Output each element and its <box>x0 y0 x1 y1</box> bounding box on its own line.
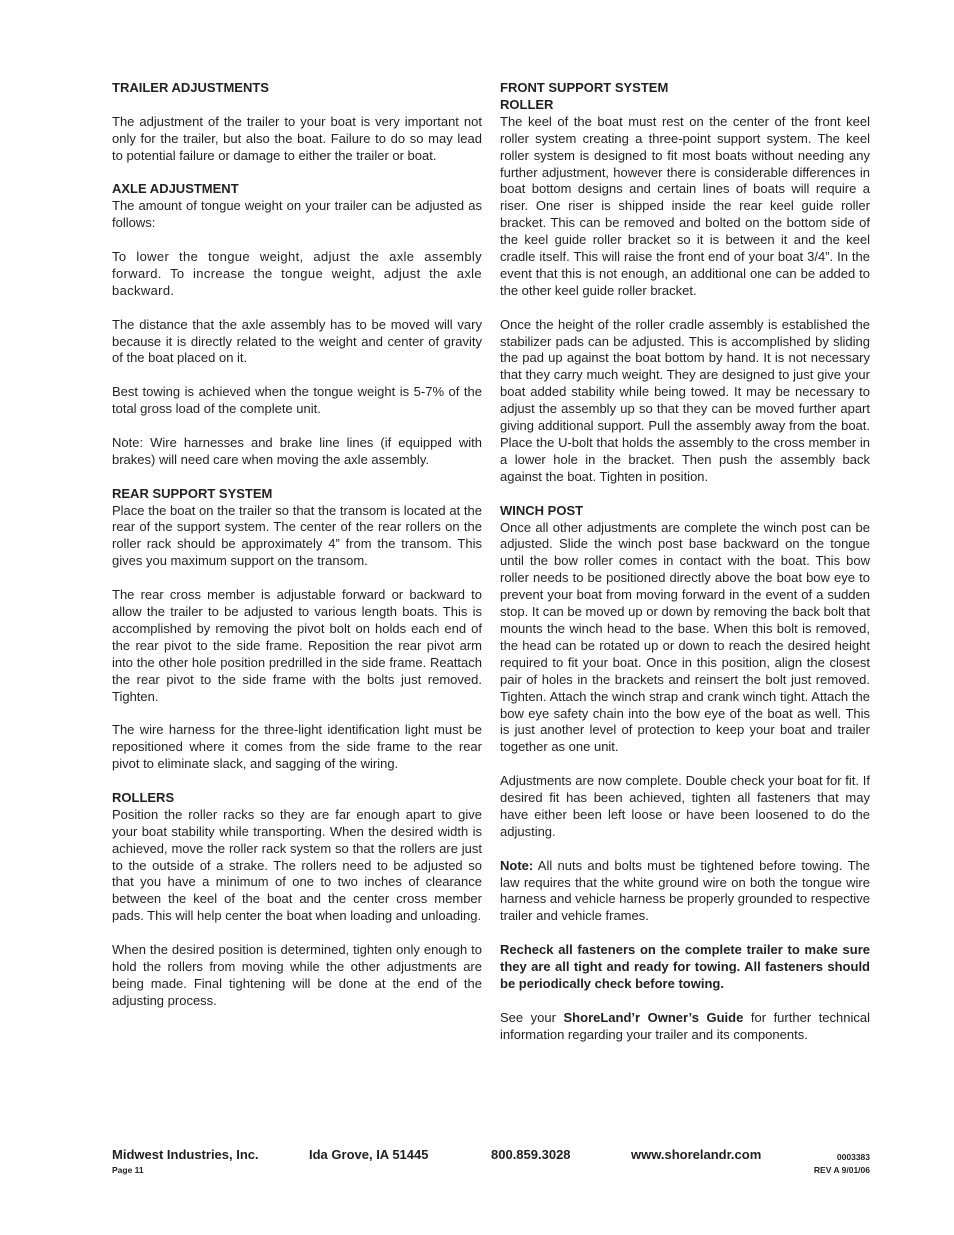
axle-paragraph-5: Note: Wire harnesses and brake line lines (if equipped with brakes) will need care when moving the axle assembly. <box>112 434 482 467</box>
trailer-adjustments-paragraph: The adjustment of the trailer to your boat is very important not only for the trailer, but also the boat. Failure to do so may lead to potential failure or damage to either the trailer or boat. <box>112 113 482 163</box>
rear-support-paragraph-3: The wire harness for the three-light identification light must be repositioned where it comes from the side frame to the rear pivot to eliminate slack, and sagging of the wiring. <box>112 722 482 772</box>
rollers-heading: ROLLERS <box>112 789 175 805</box>
see-guide-paragraph <box>500 1010 870 1044</box>
note-text: All nuts and bolts must be tightened before towing. The law requires that the white ground wire on both the tongue wire harness and vehicle harness be properly grounded to respective trailer and vehicle frames. <box>500 857 871 924</box>
rear-support-heading: REAR SUPPORT SYSTEM <box>112 485 273 501</box>
axle-adjustment-heading: AXLE ADJUSTMENT <box>112 181 239 197</box>
see-guide-post: for further technical information regarding your trailer and its components. <box>500 1009 870 1042</box>
right-column <box>500 80 870 1044</box>
owners-guide-title: ShoreLand’r Owner’s Guide <box>563 1009 744 1025</box>
left-column <box>112 80 482 1010</box>
front-support-paragraph-1: The keel of the boat must rest on the center of the front keel roller system creating a three-point support system. The keel roller system is designed to fit most boats without needing any further adjustment, however there is considerable differences in boat bottom designs and certain lines of boats will require a riser. One riser is shipped inside the rear keel guide roller bracket. This can be removed and bolted on the bottom side of the keel guide roller bracket so it is between it and the keel cradle itself. This will raise the front end of your boat 3/4”. In the event that this is not enough, an additional one can be added to the other keel guide roller bracket. <box>500 113 870 298</box>
roller-subheading: ROLLER <box>500 96 554 112</box>
footer-phone: 800.859.3028 <box>491 1147 571 1162</box>
rear-support-paragraph-1: Place the boat on the trailer so that the transom is located at the rear of the support system. The center of the rear rollers on the roller rack should be approximately 4” from the transom. This gives you maximum support on the transom. <box>112 502 482 569</box>
winch-post-paragraph-1: Once all other adjustments are complete the winch post can be adjusted. Slide the winch post base backward on the tongue until the bow roller comes in contact with the boat. This bow roller needs to be positioned directly above the boat bow eye to prevent your boat from moving forward in the event of a sudden stop. It can be moved up or down by removing the back bolt that mounts the winch head to the base. When this bolt is removed, the head can be rotated up or down to reach the desired height required to fit your boat. Once in this position, align the closest pair of holes in the brackets and reinsert the bolt just removed. Tighten. Attach the winch strap and crank winch tight. Attach the bow eye safety chain into the bow eye of the boat as well. This is just another level of protection to keep your boat and trailer together as one unit. <box>500 519 870 755</box>
rollers-paragraph-2: When the desired position is determined, tighten only enough to hold the rollers from moving while the other adjustments are being made. Final tightening will be done at the end of the adjusting process. <box>112 942 482 1008</box>
footer-company: Midwest Industries, Inc. <box>112 1147 259 1162</box>
axle-paragraph-4: Best towing is achieved when the tongue weight is 5-7% of the total gross load of the complete unit. <box>112 384 482 417</box>
footer-revision: REV A 9/01/06 <box>813 1165 870 1175</box>
see-guide-pre: See your <box>500 1009 564 1025</box>
note-label: Note: <box>500 857 534 873</box>
footer-location: Ida Grove, IA 51445 <box>309 1147 429 1162</box>
footer-part-number: 0003383 <box>836 1152 870 1162</box>
recheck-paragraph: Recheck all fasteners on the complete trailer to make sure they are all tight and ready for towing. All fasteners should be periodically check before towing. <box>500 942 870 991</box>
rear-support-paragraph-2: The rear cross member is adjustable forward or backward to allow the trailer to be adjusted to various length boats. This is accomplished by removing the pivot bolt on holds each end of the rear pivot to the side frame. Reposition the rear pivot arm into the other hole position predrilled in the side frame. Reattach the rear pivot to the side frame with the bolts just removed. Tighten. <box>112 587 482 704</box>
winch-post-heading: WINCH POST <box>500 502 584 518</box>
axle-paragraph-3: The distance that the axle assembly has to be moved will vary because it is directly related to the weight and center of gravity of the boat placed on it. <box>112 316 482 366</box>
axle-paragraph-1: The amount of tongue weight on your trailer can be adjusted as follows: <box>112 198 482 231</box>
front-support-paragraph-2: Once the height of the roller cradle assembly is established the stabilizer pads can be adjusted. This is accomplished by sliding the pad up against the boat bottom by hand. It is not necessary that they carry much weight. They are designed to just give your boat added stability while being towed. It may be necessary to adjust the assembly up so that they can be moved further apart giving additional support. Pull the assembly away from the boat. Place the U-bolt that holds the assembly to the cross member in a lower hole in the bracket. Then push the assembly back against the boat. Tighten in position. <box>500 316 870 484</box>
footer-page-number: Page 11 <box>112 1165 144 1175</box>
footer-website: www.shorelandr.com <box>631 1147 762 1162</box>
winch-post-paragraph-2: Adjustments are now complete. Double check your boat for fit. If desired fit has been achieved, tighten all fasteners that may have either been left loose or have been loosened to do the adjusting. <box>500 773 870 839</box>
axle-paragraph-2: To lower the tongue weight, adjust the axle assembly forward. To increase the tongue weight, adjust the axle backward. <box>112 249 482 298</box>
trailer-adjustments-heading: TRAILER ADJUSTMENTS <box>112 80 269 95</box>
rollers-paragraph-1: Position the roller racks so they are far enough apart to give your boat stability while transporting. When the desired width is achieved, move the roller rack system so that the rollers are just to the outside of a strake. The rollers need to be adjusted so that you have a minimum of one to two inches of clearance between the keel of the boat and the center cross member pads. This will help center the boat when loading and unloading. <box>112 806 482 924</box>
page-footer <box>112 1147 870 1177</box>
front-support-heading: FRONT SUPPORT SYSTEM <box>500 80 669 95</box>
note-paragraph <box>500 858 870 926</box>
